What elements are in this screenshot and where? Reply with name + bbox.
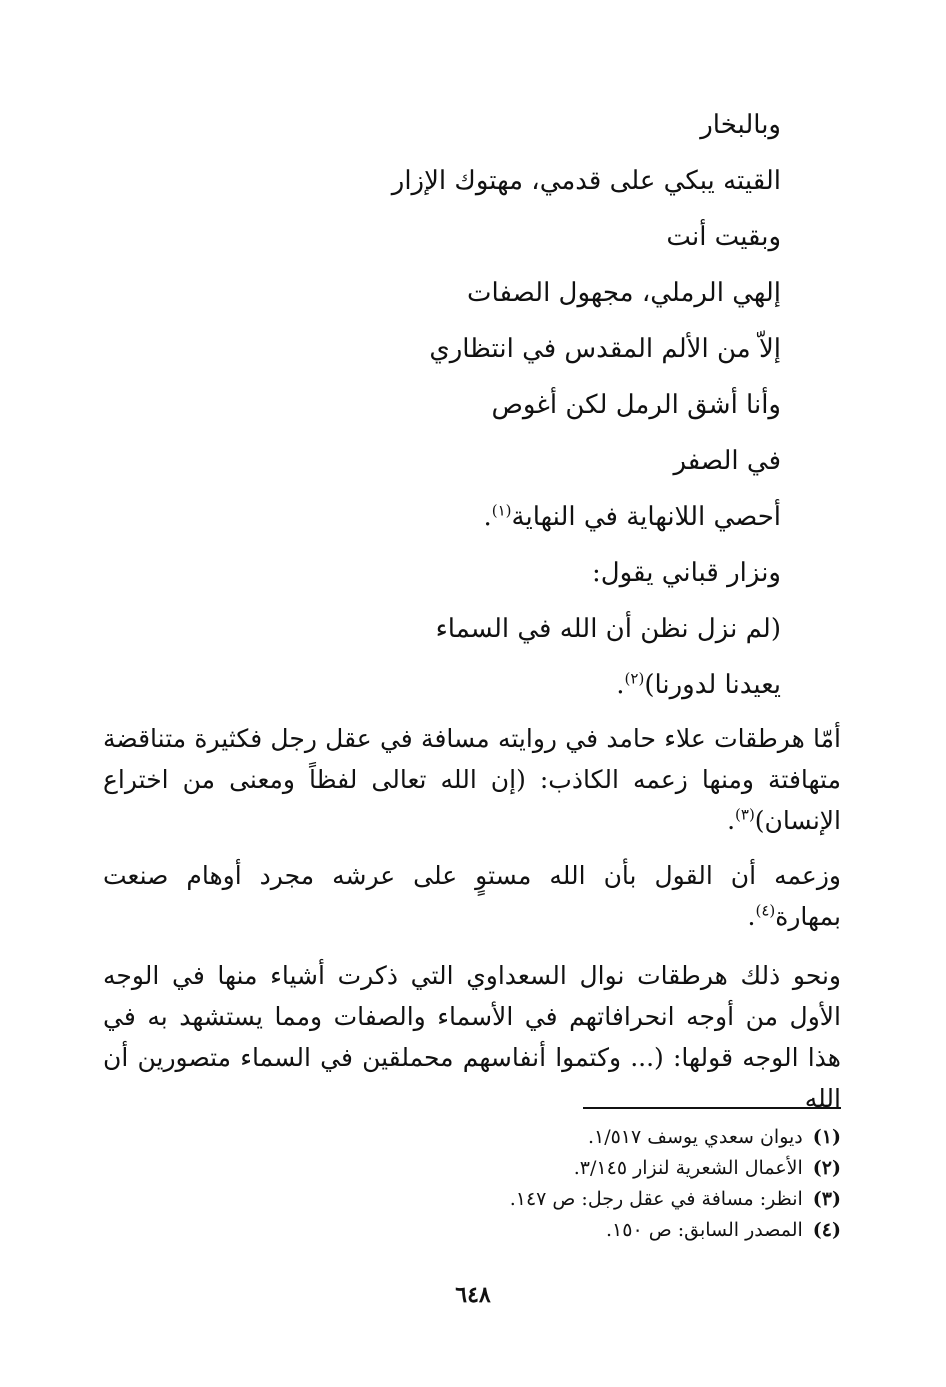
footnote-reference: (٣) — [735, 805, 755, 824]
poem-line: وبالبخار — [700, 110, 781, 140]
poem-block — [181, 102, 781, 718]
poem-line: في الصفر — [673, 446, 781, 476]
poem-line: القيته يبكي على قدمي، مهتوك الإزار — [391, 166, 781, 196]
footnote-number: (٣) — [812, 1188, 841, 1210]
footnote-separator — [583, 1107, 841, 1109]
footnote-number: (٢) — [812, 1157, 841, 1179]
poem-line: يعيدنا لدورنا)$^{(٢)}$. — [616, 669, 781, 700]
poem-line: ونزار قباني يقول: — [591, 558, 781, 588]
footnote: (١)ديوان سعدي يوسف ١/٥١٧. — [587, 1126, 841, 1148]
footnote-number: (٤) — [812, 1219, 841, 1241]
poem-line: وأنا أشق الرمل لكن أغوص — [491, 390, 781, 420]
poem-line: إلهي الرملي، مجهول الصفات — [467, 278, 781, 308]
footnote-reference: (٢) — [624, 669, 645, 688]
footnote-reference: (٤) — [755, 901, 776, 920]
footnote-reference: (١) — [491, 501, 512, 520]
poem-line: إلاّ من الألم المقدس في انتظاري — [429, 334, 781, 364]
footnote-number: (١) — [812, 1126, 841, 1148]
poem-line: وبقيت أنت — [666, 222, 781, 252]
footnote: (٢)الأعمال الشعرية لنزار ٣/١٤٥. — [573, 1157, 841, 1179]
body-paragraph: ونحو ذلك هرطقات نوال السعداوي التي ذكرت أشياء منها في الوجه الأول من أوجه انحرافاتهم في الأسماء والصفات ومما يستشهد به في هذا الوجه قولها: (... وكتموا أنفاسهم محملقين في السماء متصورين أن الله — [103, 961, 841, 1113]
poem-line: (لم نزل نظن أن الله في السماء — [435, 614, 781, 644]
body-paragraph: أمّا هرطقات علاء حامد في روايته مسافة في عقل رجل فكثيرة متناقضة متهافتة ومنها زعمه الكاذب: (إن الله تعالى لفظاً ومعنى من اختراع الإنسان)$^{(٣)}$. — [103, 724, 841, 835]
body-paragraph: وزعمه أن القول بأن الله مستوٍ على عرشه مجرد أوهام صنعت بمهارة$^{(٤)}$. — [103, 861, 841, 931]
page-number: ٦٤٨ — [455, 1282, 491, 1308]
footnote: (٣)انظر: مسافة في عقل رجل: ص ١٤٧. — [509, 1188, 841, 1210]
poem-line: أحصي اللانهاية في النهاية$^{(١)}$. — [483, 501, 781, 532]
footnote: (٤)المصدر السابق: ص ١٥٠. — [606, 1219, 841, 1241]
footnotes-list — [141, 1122, 841, 1246]
